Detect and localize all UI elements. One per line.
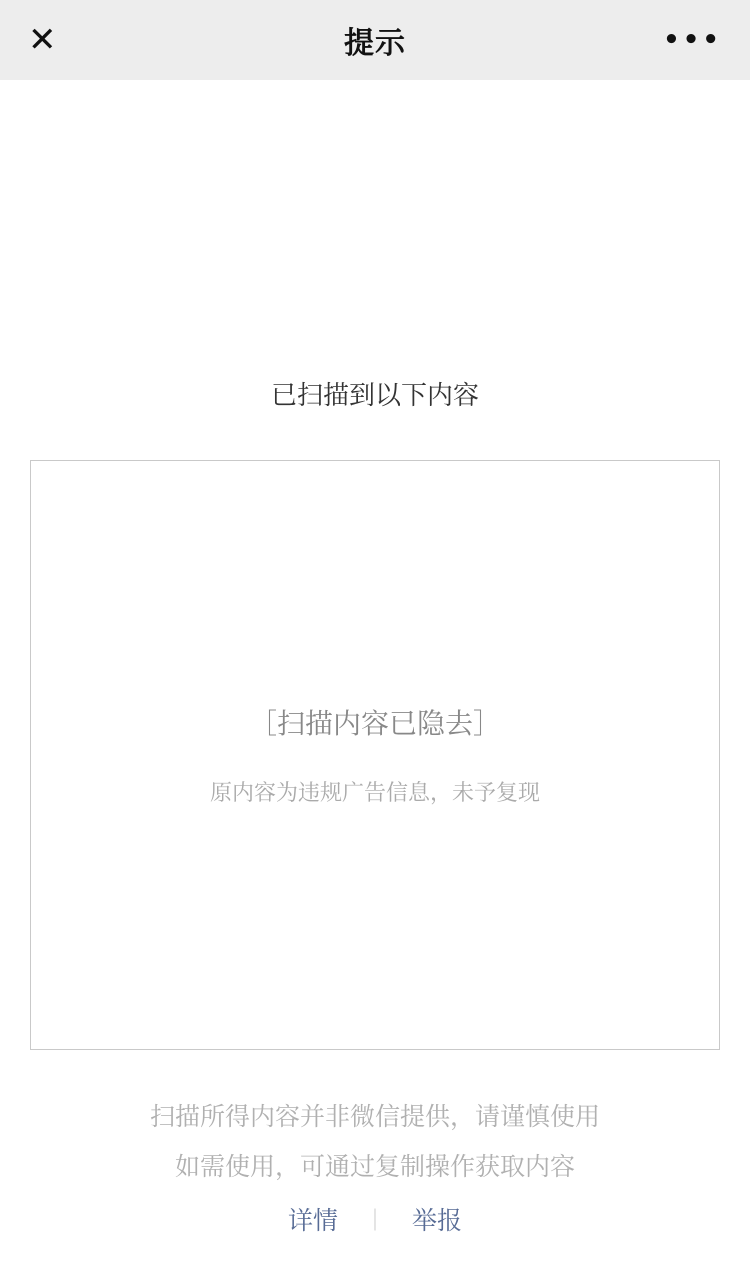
disclaimer-line-1: 扫描所得内容并非微信提供，请谨慎使用 bbox=[149, 1102, 600, 1131]
more-menu-icon[interactable]: ••• bbox=[663, 25, 722, 55]
detail-link[interactable]: 详情 bbox=[287, 1206, 338, 1235]
scanned-content-box bbox=[30, 460, 720, 1050]
disclaimer-block bbox=[150, 1092, 600, 1192]
close-icon[interactable]: ✕ bbox=[28, 20, 57, 60]
header-bar bbox=[0, 0, 750, 80]
page-title: 提示 bbox=[344, 26, 406, 61]
disclaimer-line-2: 如需使用，可通过复制操作获取内容 bbox=[174, 1152, 575, 1181]
scan-notice-text: 已扫描到以下内容 bbox=[270, 381, 479, 411]
footer-separator: ｜ bbox=[363, 1208, 386, 1234]
redaction-note: 原内容为违规广告信息，未予复现 bbox=[209, 780, 540, 806]
footer-actions bbox=[0, 1189, 750, 1249]
report-link[interactable]: 举报 bbox=[412, 1206, 463, 1235]
redacted-content-placeholder: ［扫描内容已隐去］ bbox=[248, 706, 501, 740]
body-area bbox=[0, 80, 750, 1263]
